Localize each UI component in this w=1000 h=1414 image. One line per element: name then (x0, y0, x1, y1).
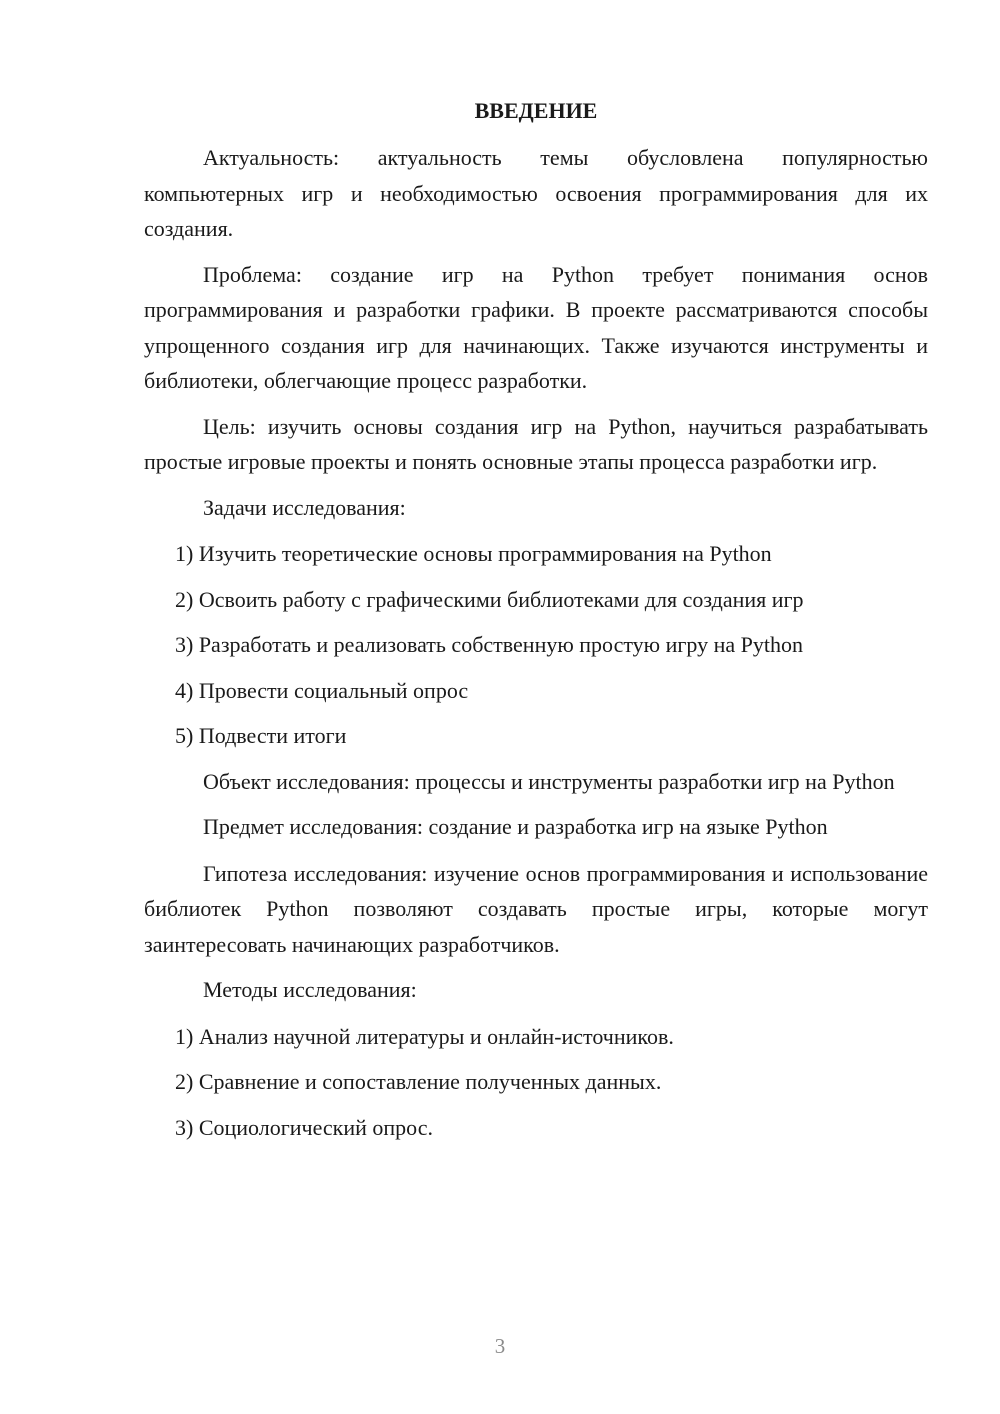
page-content (144, 96, 928, 1155)
tasks-title: Задачи исследования: (203, 494, 406, 520)
tasks-list (144, 536, 928, 754)
object-paragraph: Объект исследования: процессы и инструменты разработки игр на Python (203, 768, 895, 794)
page-number: 3 (494, 1334, 506, 1358)
list-item: 2) Сравнение и сопоставление полученных данных. (175, 1069, 662, 1094)
list-item: 3) Разработать и реализовать собственную простую игру на Python (175, 632, 804, 657)
methods-title: Методы исследования: (203, 977, 417, 1002)
subject-paragraph: Предмет исследования: создание и разработка игр на языке Python (203, 814, 828, 839)
goal-paragraph: Цель: изучить основы создания игр на Python, научиться разрабатывать простые игровые проекты и понять основные этапы процесса разработки игр. (144, 413, 928, 474)
list-item: 2) Освоить работу с графическими библиотеками для создания игр (175, 586, 804, 612)
hypothesis-paragraph: Гипотеза исследования: изучение основ программирования и использование библиотек Python позволяют создавать простые игры, которые могут заинтересовать начинающих разработчиков. (144, 860, 928, 957)
problem-paragraph: Проблема: создание игр на Python требует понимания основ программирования и разработки графики. В проекте рассматриваются способы упрощенного создания игр для начинающих. Также изучаются инструменты и библиотеки, облегчающие процесс разработки. (144, 261, 928, 393)
relevance-paragraph: Актуальность: актуальность темы обусловлена популярностью компьютерных игр и необходимостью освоения программирования для их создания. (144, 145, 928, 241)
list-item: 3) Социологический опрос. (175, 1114, 433, 1140)
section-heading: ВВЕДЕНИЕ (474, 98, 598, 123)
list-item: 1) Изучить теоретические основы программирования на Python (175, 541, 772, 566)
list-item: 4) Провести социальный опрос (175, 677, 469, 703)
list-item: 5) Подвести итоги (175, 723, 347, 748)
methods-list (144, 1019, 928, 1146)
list-item: 1) Анализ научной литературы и онлайн-источников. (175, 1023, 674, 1049)
